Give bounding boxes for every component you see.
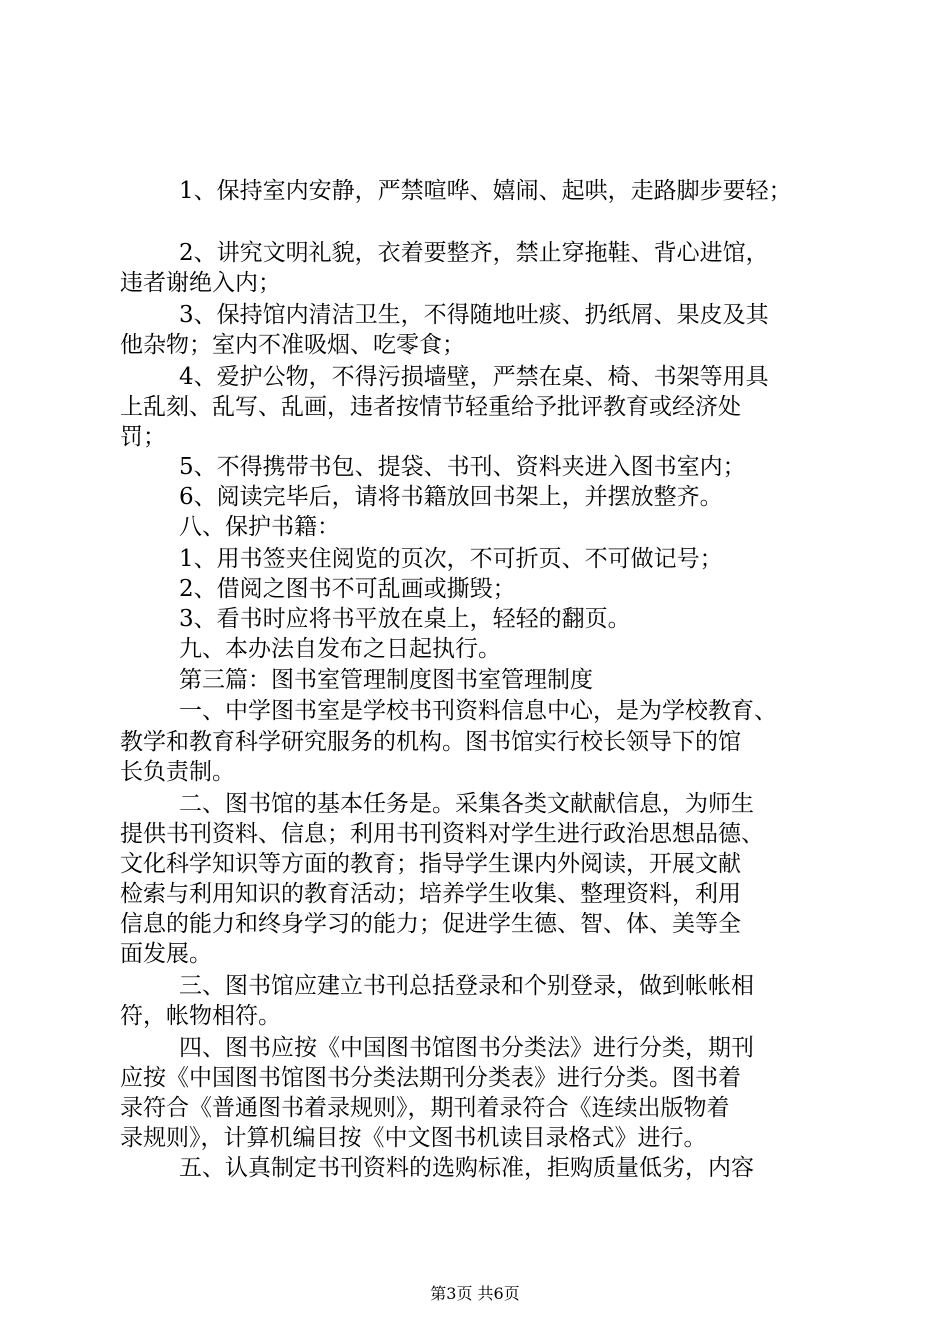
text-line: 6、阅读完毕后，请将书籍放回书架上，并摆放整齐。 bbox=[179, 484, 723, 510]
text-line: 罚； bbox=[120, 424, 166, 450]
text-line: 文化科学知识等方面的教育；指导学生课内外阅读，开展文献 bbox=[120, 851, 741, 877]
text-line: 符，帐物相符。 bbox=[120, 1003, 281, 1029]
text-line: 4、爱护公物，不得污损墙壁，严禁在桌、椅、书架等用具 bbox=[179, 364, 769, 390]
text-line: 提供书刊资料、信息；利用书刊资料对学生进行政治思想品德、 bbox=[120, 821, 764, 847]
text-line: 5、不得携带书包、提袋、书刊、资料夹进入图书室内； bbox=[179, 454, 746, 480]
text-line: 他杂物；室内不准吸烟、吃零食； bbox=[120, 332, 465, 358]
text-line: 二、图书馆的基本任务是。采集各类文献献信息，为师生 bbox=[179, 791, 754, 817]
text-line: 违者谢绝入内； bbox=[120, 270, 281, 296]
text-line: 三、图书馆应建立书刊总括登录和个别登录，做到帐帐相 bbox=[179, 973, 754, 999]
text-line: 1、保持室内安静，严禁喧哗、嬉闹、起哄，走路脚步要轻； bbox=[179, 178, 792, 204]
text-line: 八、保护书籍： bbox=[179, 514, 340, 540]
text-line: 检索与利用知识的教育活动；培养学生收集、整理资料，利用 bbox=[120, 881, 741, 907]
text-line: 3、看书时应将书平放在桌上，轻轻的翻页。 bbox=[179, 606, 631, 632]
text-line: 信息的能力和终身学习的能力；促进学生德、智、体、美等全 bbox=[120, 911, 741, 937]
text-line: 长负责制。 bbox=[120, 759, 235, 785]
page-footer: 第3页 共6页 bbox=[430, 1284, 520, 1303]
text-line: 应按《中国图书馆图书分类法期刊分类表》进行分类。图书着 bbox=[120, 1065, 741, 1091]
text-line: 录符合《普通图书着录规则》，期刊着录符合《连续出版物着 bbox=[120, 1095, 730, 1121]
text-line: 四、图书应按《中国图书馆图书分类法》进行分类，期刊 bbox=[179, 1035, 754, 1061]
text-line: 上乱刻、乱写、乱画，违者按情节轻重给予批评教育或经济处 bbox=[120, 394, 741, 420]
text-line: 一、中学图书室是学校书刊资料信息中心，是为学校教育、 bbox=[179, 698, 777, 724]
text-line: 3、保持馆内清洁卫生，不得随地吐痰、扔纸屑、果皮及其 bbox=[179, 302, 769, 328]
text-line: 九、本办法自发布之日起执行。 bbox=[179, 636, 501, 662]
text-line: 1、用书签夹住阅览的页次，不可折页、不可做记号； bbox=[179, 546, 723, 572]
text-line: 五、认真制定书刊资料的选购标准，拒购质量低劣，内容 bbox=[179, 1155, 754, 1181]
text-line: 教学和教育科学研究服务的机构。图书馆实行校长领导下的馆 bbox=[120, 729, 741, 755]
text-line: 面发展。 bbox=[120, 941, 212, 967]
section-heading: 第三篇：图书室管理制度图书室管理制度 bbox=[179, 667, 593, 693]
text-line: 录规则》，计算机编目按《中文图书机读目录格式》进行。 bbox=[120, 1125, 707, 1151]
text-line: 2、讲究文明礼貌，衣着要整齐，禁止穿拖鞋、背心进馆， bbox=[179, 240, 769, 266]
text-line: 2、借阅之图书不可乱画或撕毁； bbox=[179, 576, 516, 602]
